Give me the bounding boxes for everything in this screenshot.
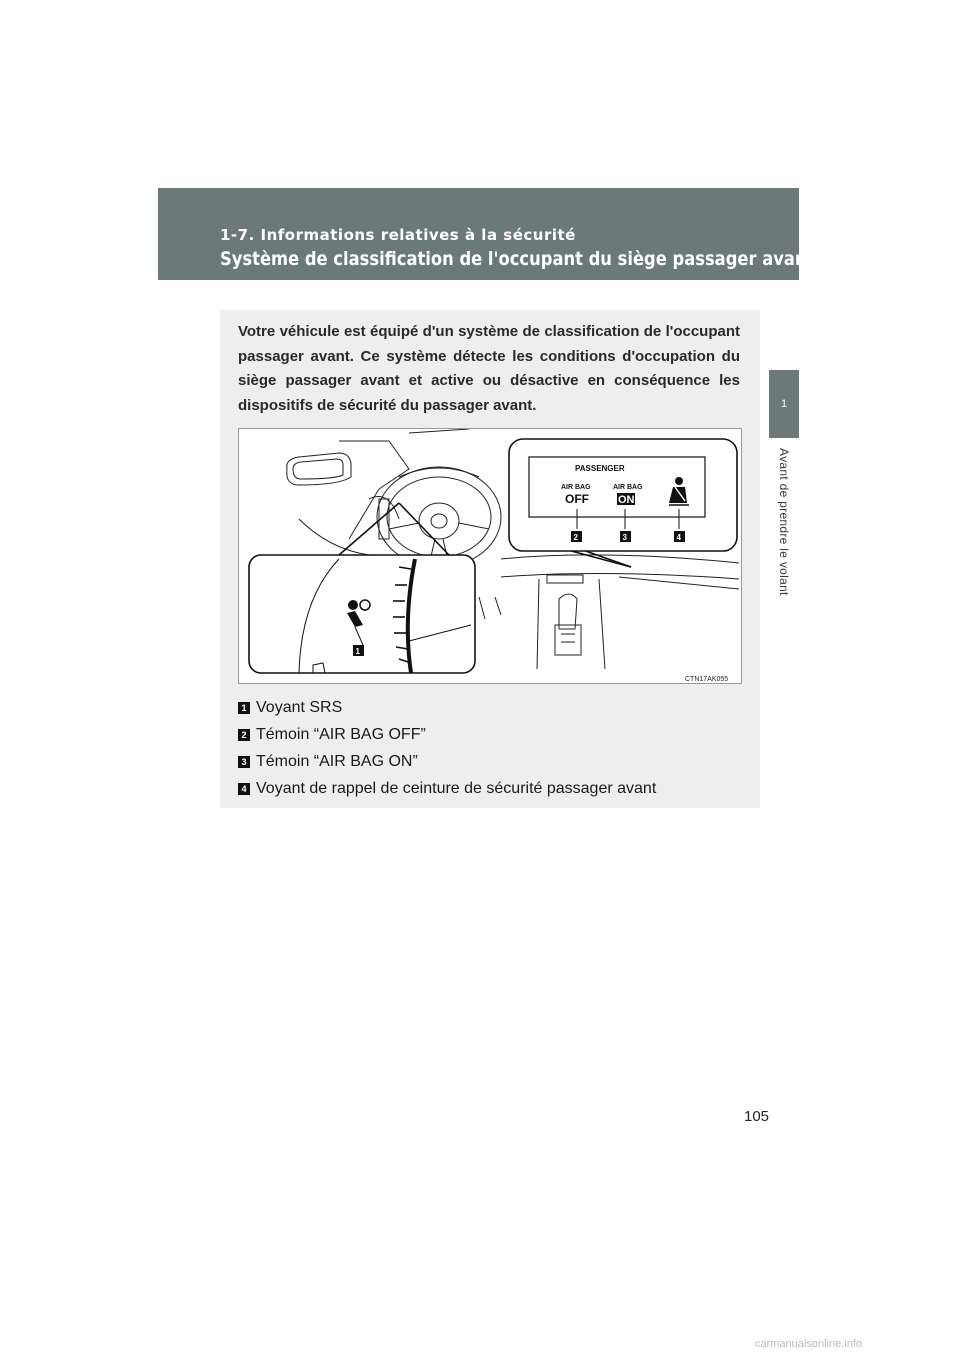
chapter-tab[interactable] (769, 370, 799, 438)
steering-wheel (377, 467, 501, 567)
legend-item (238, 694, 748, 721)
legend-number-badge: 3 (238, 756, 250, 768)
airbag-on-text: ON (618, 494, 635, 506)
page-title: Système de classification de l'occupant du siège passager avant (220, 248, 815, 270)
watermark: carmanualsonline.info (755, 1338, 863, 1350)
callout-4: 4 (676, 533, 681, 542)
passenger-label: PASSENGER (575, 464, 625, 473)
figure-code: CTN17AK055 (685, 676, 729, 683)
dashboard-illustration (239, 429, 742, 684)
callout-2: 2 (573, 533, 578, 542)
content-panel (220, 310, 760, 808)
chapter-header (158, 188, 815, 280)
legend-list (238, 694, 748, 802)
legend-number-badge: 4 (238, 783, 250, 795)
legend-item (238, 748, 748, 775)
legend-number-badge: 2 (238, 729, 250, 741)
airbag-off-text: OFF (565, 492, 589, 506)
page-number: 105 (744, 1108, 770, 1125)
legend-item (238, 721, 748, 748)
dashboard-figure (238, 428, 742, 684)
callout-3: 3 (622, 533, 627, 542)
side-mirror (287, 453, 351, 485)
chapter-tab-label: Avant de prendre le volant (777, 448, 791, 596)
legend-item (238, 775, 748, 802)
legend-text: Témoin “AIR BAG ON” (256, 752, 418, 770)
callout-1: 1 (355, 647, 360, 656)
legend-text: Voyant de rappel de ceinture de sécurité passager avant (256, 779, 657, 797)
intro-paragraph: Votre véhicule est équipé d'un système de classification de l'occupant passager avant. Ce système détecte les conditions d'occupation du siège passager avant et active ou désactive en conséquence les dispositifs de sécurité du passager avant. (238, 323, 740, 414)
airbag-label-on: AIR BAG (613, 484, 643, 491)
legend-text: Voyant SRS (256, 698, 343, 716)
chapter-tab-number: 1 (780, 398, 788, 410)
airbag-label-off: AIR BAG (561, 484, 591, 491)
section-title: 1-7. Informations relatives à la sécurité (220, 226, 576, 244)
legend-text: Témoin “AIR BAG OFF” (256, 725, 426, 743)
legend-number-badge: 1 (238, 702, 250, 714)
